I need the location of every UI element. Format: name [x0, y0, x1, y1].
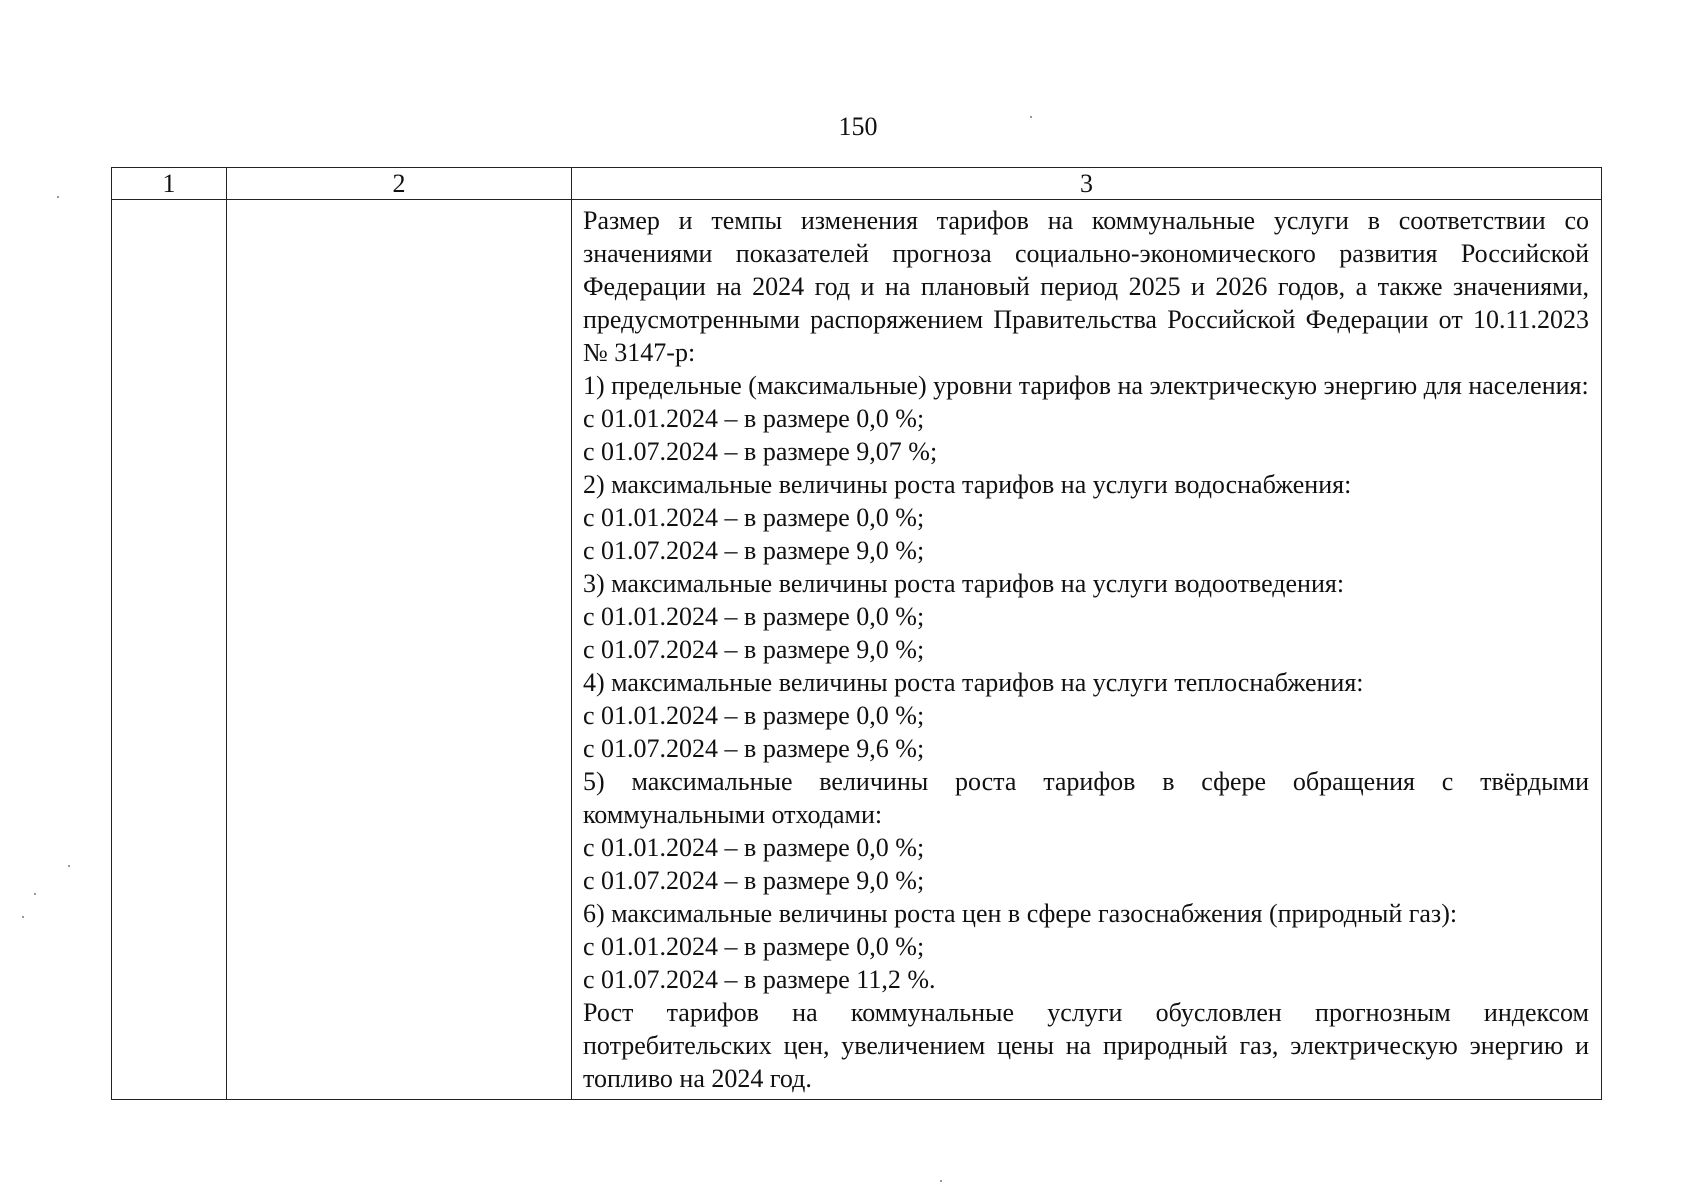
- column-header-2: 2: [227, 168, 572, 200]
- item-title: 2) максимальные величины роста тарифов на услуги водоснабжения:: [583, 470, 1352, 499]
- item-rate-line: с 01.07.2024 – в размере 9,0 %;: [583, 536, 925, 565]
- item-rate-line: с 01.01.2024 – в размере 0,0 %;: [583, 602, 925, 631]
- item-rate-line: с 01.01.2024 – в размере 0,0 %;: [583, 701, 925, 730]
- column-header-3: 3: [572, 168, 1602, 200]
- item-rate-line: с 01.07.2024 – в размере 9,07 %;: [583, 437, 938, 466]
- scan-speck: [22, 916, 24, 918]
- table-header-row: [112, 168, 1602, 200]
- item-title: 1) предельные (максимальные) уровни тарифов на электрическую энергию для населения:: [583, 371, 1589, 400]
- conclusion-paragraph: Рост тарифов на коммунальные услуги обусловлен прогнозным индексом потребительских цен, увеличением цены на природный газ, электрическую энергию и топливо на 2024 год.: [583, 998, 1589, 1093]
- item-rate-line: с 01.01.2024 – в размере 0,0 %;: [583, 404, 925, 433]
- item-title: 5) максимальные величины роста тарифов в сфере обращения с твёрдыми коммунальными отходами:: [583, 767, 1589, 829]
- table-cell-col2: [227, 200, 572, 1100]
- scan-speck: [940, 1180, 942, 1182]
- item-rate-line: с 01.01.2024 – в размере 0,0 %;: [583, 503, 925, 532]
- table-cell-content: [572, 200, 1602, 1100]
- page-number: 150: [838, 112, 878, 141]
- item-rate-line: с 01.01.2024 – в размере 0,0 %;: [583, 833, 925, 862]
- scan-speck: [57, 196, 59, 198]
- item-rate-line: с 01.07.2024 – в размере 9,0 %;: [583, 866, 925, 895]
- column-header-1: 1: [112, 168, 227, 200]
- item-rate-line: с 01.07.2024 – в размере 9,6 %;: [583, 734, 925, 763]
- item-title: 3) максимальные величины роста тарифов на услуги водоотведения:: [583, 569, 1345, 598]
- intro-paragraph: Размер и темпы изменения тарифов на коммунальные услуги в соответствии со значениями показателей прогноза социально-экономического развития Российской Федерации на 2024 год и на плановый период 2025 и 2026 годов, а также значениями, предусмотренными распоряжением Правительства Российской Федерации от 10.11.2023 № 3147-р:: [583, 206, 1589, 367]
- item-title: 6) максимальные величины роста цен в сфере газоснабжения (природный газ):: [583, 899, 1458, 928]
- item-rate-line: с 01.01.2024 – в размере 0,0 %;: [583, 932, 925, 961]
- item-rate-line: с 01.07.2024 – в размере 9,0 %;: [583, 635, 925, 664]
- item-rate-line: с 01.07.2024 – в размере 11,2 %.: [583, 965, 936, 994]
- tariff-table: [111, 167, 1602, 1100]
- scan-speck: [68, 865, 70, 867]
- table-row: [112, 200, 1602, 1100]
- item-title: 4) максимальные величины роста тарифов на услуги теплоснабжения:: [583, 668, 1364, 697]
- scan-speck: [34, 893, 36, 895]
- scan-speck: [1030, 116, 1032, 118]
- table-cell-col1: [112, 200, 227, 1100]
